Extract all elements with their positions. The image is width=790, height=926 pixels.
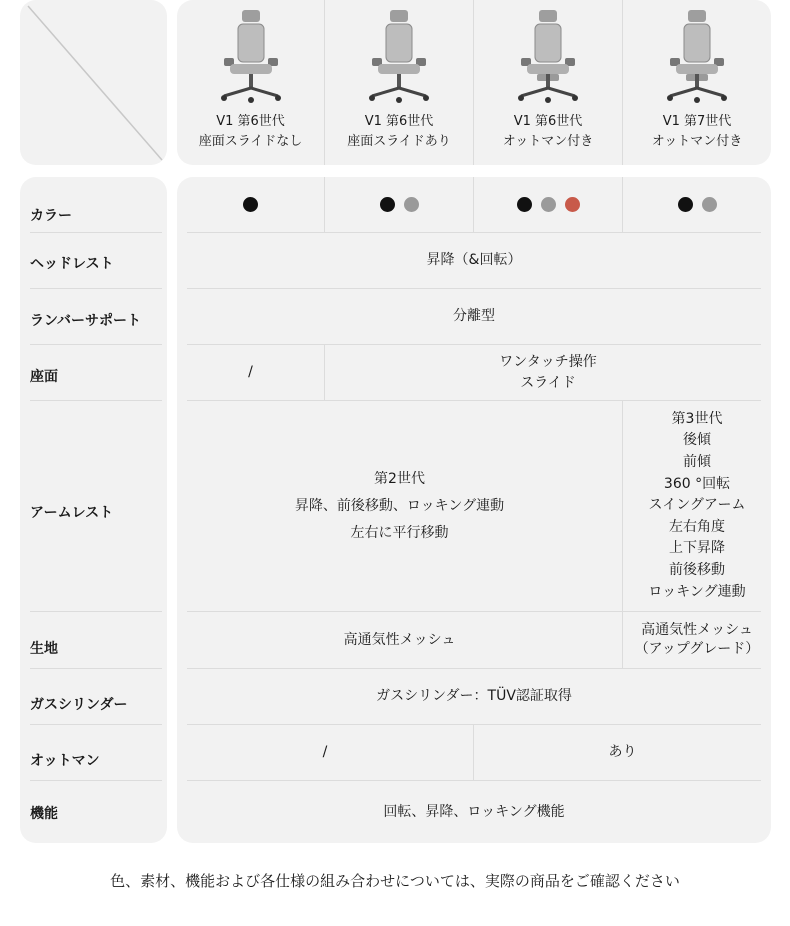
product-column-4 (623, 0, 771, 165)
ottoman-value-yes: あり (608, 744, 637, 760)
label-function: 機能 (30, 806, 58, 822)
office-chair-with-footrest-image (662, 8, 732, 104)
fabric-line: 高通気性メッシュ (641, 622, 753, 638)
product-model: V1 第7世代 (662, 114, 732, 129)
armrest-line: 上下昇降 (669, 540, 725, 557)
product-variant: 座面スライドなし (198, 134, 303, 149)
color-swatch-gray (541, 197, 556, 212)
armrest-line: 後傾 (683, 432, 711, 449)
armrest-value-gen2 (177, 401, 622, 611)
label-armrest: アームレスト (30, 505, 114, 521)
product-variant: 座面スライドあり (347, 134, 451, 149)
armrest-line: 第2世代 (374, 470, 425, 487)
label-headrest: ヘッドレスト (30, 256, 114, 272)
label-seat: 座面 (30, 369, 58, 385)
office-chair-with-footrest-image (513, 8, 583, 104)
product-column-3 (474, 0, 622, 165)
label-ottoman: オットマン (30, 753, 100, 769)
armrest-line: 前傾 (683, 454, 711, 471)
color-cell-1 (177, 177, 324, 232)
product-model: V1 第6世代 (513, 114, 583, 129)
color-cell-4 (623, 177, 771, 232)
color-swatch-red (565, 197, 580, 212)
label-color: カラー (30, 208, 72, 224)
fabric-value-standard: 高通気性メッシュ (343, 631, 456, 648)
armrest-line: 360 °回転 (663, 475, 731, 492)
color-swatch-black (678, 197, 693, 212)
seat-slide-line: スライド (520, 374, 576, 391)
color-swatch-black (380, 197, 395, 212)
office-chair-image (364, 8, 434, 104)
office-chair-image (216, 8, 286, 104)
product-variant: オットマン付き (651, 134, 743, 149)
armrest-line: 左右に平行移動 (350, 524, 449, 541)
label-gas-cylinder: ガスシリンダー (30, 697, 128, 713)
product-model: V1 第6世代 (216, 114, 285, 129)
color-cell-3 (474, 177, 622, 232)
armrest-line: スイングアーム (648, 497, 746, 514)
spec-label-column (20, 177, 167, 843)
seat-value-none: / (248, 364, 253, 380)
armrest-line: 昇降、前後移動、ロッキング連動 (294, 497, 505, 514)
product-column-1 (177, 0, 324, 165)
disclaimer-note: 色、素材、機能および各仕様の組み合わせについては、実際の商品をご確認ください (110, 872, 680, 890)
armrest-line: 左右角度 (669, 518, 725, 535)
color-cell-2 (325, 177, 473, 232)
label-lumbar-support: ランバーサポート (30, 313, 142, 329)
seat-value-slide (325, 345, 771, 400)
fabric-value-upgrade (623, 612, 771, 668)
ottoman-value-none: / (322, 744, 328, 760)
function-value: 回転、昇降、ロッキング機能 (383, 803, 565, 820)
armrest-value-gen3 (623, 401, 771, 611)
fabric-line: （アップグレード） (634, 641, 760, 657)
armrest-line: 第3世代 (671, 410, 723, 427)
color-swatch-gray (702, 197, 717, 212)
armrest-line: 前後移動 (669, 561, 725, 578)
label-fabric: 生地 (30, 641, 58, 657)
color-swatch-gray (404, 197, 419, 212)
product-column-2 (325, 0, 473, 165)
color-swatch-black (243, 197, 258, 212)
lumbar-value: 分離型 (453, 308, 495, 324)
product-header (177, 0, 771, 165)
diagonal-divider (20, 0, 167, 165)
seat-slide-line: ワンタッチ操作 (499, 353, 597, 370)
corner-cell (20, 0, 167, 165)
gas-cylinder-value: ガスシリンダー：TÜV認証取得 (376, 688, 572, 704)
product-variant: オットマン付き (502, 134, 594, 149)
headrest-value: 昇降（&回転） (426, 252, 522, 268)
color-swatch-black (517, 197, 532, 212)
product-model: V1 第6世代 (364, 114, 434, 129)
armrest-line: ロッキング連動 (648, 583, 746, 600)
spec-table-body (177, 177, 771, 843)
